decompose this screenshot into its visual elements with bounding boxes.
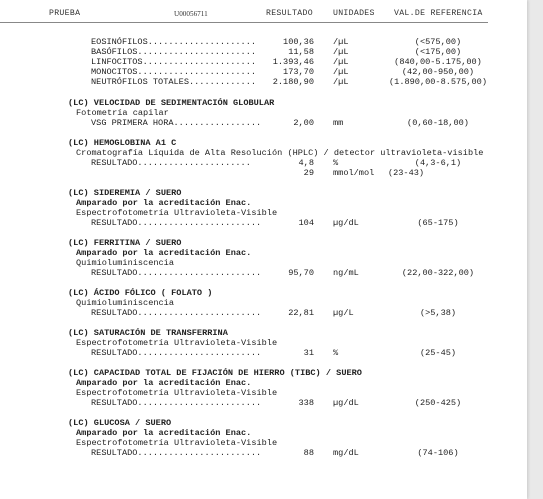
test-ref: (0,60-18,00) (407, 118, 469, 128)
accreditation-note: Amparado por la acreditación Enac. (76, 198, 252, 208)
test-name: LINFOCITOS...................... (91, 57, 257, 67)
test-ref: (65-175) (417, 218, 459, 228)
section-title: (LC) SATURACIÓN DE TRANSFERRINA (68, 328, 228, 338)
method-text: Espectrofotometría Ultravioleta-Visible (76, 208, 278, 218)
test-value: 95,70 (288, 268, 314, 278)
accreditation-note: Amparado por la acreditación Enac. (76, 378, 252, 388)
method-text: Espectrofotometría Ultravioleta-Visible (76, 438, 278, 448)
test-unit: mg/dL (333, 448, 359, 458)
method-text: Fotometría capilar (76, 108, 169, 118)
test-unit: /µL (333, 57, 349, 67)
test-ref: (1.890,00-8.575,00) (389, 77, 487, 87)
test-value: 173,70 (283, 67, 314, 77)
test-value: 2.180,90 (272, 77, 314, 87)
col-header-prueba: PRUEBA (49, 9, 81, 18)
test-ref: (4,3-6,1) (414, 158, 462, 168)
section-title: (LC) FERRITINA / SUERO (68, 238, 182, 248)
test-name: RESULTADO........................ (91, 308, 262, 318)
section-title: (LC) VELOCIDAD DE SEDIMENTACIÓN GLOBULAR (68, 98, 275, 108)
test-unit: /µL (333, 77, 349, 87)
test-unit: ng/mL (333, 268, 359, 278)
section-title: (LC) GLUCOSA / SUERO (68, 418, 172, 428)
test-ref: (22,00-322,00) (401, 268, 475, 278)
test-name: NEUTRÓFILOS TOTALES............. (91, 77, 257, 87)
method-text: Quimioluminiscencia (76, 258, 174, 268)
test-name: VSG PRIMERA HORA................. (91, 118, 262, 128)
test-value: 11,58 (288, 47, 314, 57)
section-title: (LC) HEMOGLOBINA A1 C (68, 138, 177, 148)
test-unit: /µL (333, 67, 349, 77)
test-unit: /µL (333, 37, 349, 47)
test-name: RESULTADO........................ (91, 218, 262, 228)
test-ref: (23-43) (387, 168, 425, 178)
test-unit: µg/dL (333, 398, 359, 408)
method-text: Espectrofotometría Ultravioleta-Visible (76, 338, 278, 348)
accreditation-note: Amparado por la acreditación Enac. (76, 248, 252, 258)
test-value: 100,36 (283, 37, 314, 47)
test-unit: µg/L (333, 308, 354, 318)
test-name: RESULTADO...................... (91, 158, 251, 168)
test-ref: (74-106) (417, 448, 459, 458)
method-text: Cromatografía Líquida de Alta Resolución (HPLC) / detector ultravioleta-visible (76, 148, 484, 158)
col-header-resultado: RESULTADO (266, 9, 313, 18)
test-unit: /µL (333, 47, 349, 57)
test-value: 1.393,46 (272, 57, 314, 67)
test-value: 22,81 (288, 308, 314, 318)
test-value: 88 (303, 448, 314, 458)
test-value: 104 (298, 218, 314, 228)
accreditation-note: Amparado por la acreditación Enac. (76, 428, 252, 438)
test-ref: (<575,00) (414, 37, 462, 47)
test-value: 338 (298, 398, 314, 408)
method-text: Espectrofotometría Ultravioleta-Visible (76, 388, 278, 398)
test-unit: % (333, 158, 339, 168)
section-title: (LC) CAPACIDAD TOTAL DE FIJACIÓN DE HIERRO (TIBC) / SUERO (68, 368, 362, 378)
header-rule (0, 22, 488, 23)
test-ref: (25-45) (419, 348, 457, 358)
test-unit: mmol/mol (333, 168, 375, 178)
sample-code: U00056711 (174, 10, 208, 18)
col-header-referencia: VAL.DE REFERENCIA (394, 9, 483, 18)
test-unit: µg/dL (333, 218, 359, 228)
test-name: RESULTADO........................ (91, 398, 262, 408)
test-name: MONOCITOS....................... (91, 67, 257, 77)
test-value: 29 (303, 168, 314, 178)
test-name: RESULTADO........................ (91, 348, 262, 358)
test-name: EOSINÓFILOS..................... (91, 37, 257, 47)
test-ref: (840,00-5.175,00) (394, 57, 482, 67)
test-ref: (>5,38) (419, 308, 457, 318)
test-value: 31 (303, 348, 314, 358)
test-name: BASÓFILOS....................... (91, 47, 257, 57)
test-ref: (42,00-950,00) (401, 67, 475, 77)
test-value: 4,8 (298, 158, 314, 168)
test-unit: % (333, 348, 339, 358)
section-title: (LC) ÁCIDO FÓLICO ( FOLATO ) (68, 288, 213, 298)
section-title: (LC) SIDEREMIA / SUERO (68, 188, 182, 198)
test-name: RESULTADO........................ (91, 448, 262, 458)
test-ref: (<175,00) (414, 47, 462, 57)
test-value: 2,00 (293, 118, 314, 128)
test-ref: (250-425) (414, 398, 462, 408)
test-unit: mm (333, 118, 344, 128)
test-name: RESULTADO........................ (91, 268, 262, 278)
method-text: Quimioluminiscencia (76, 298, 174, 308)
col-header-unidades: UNIDADES (333, 9, 375, 18)
